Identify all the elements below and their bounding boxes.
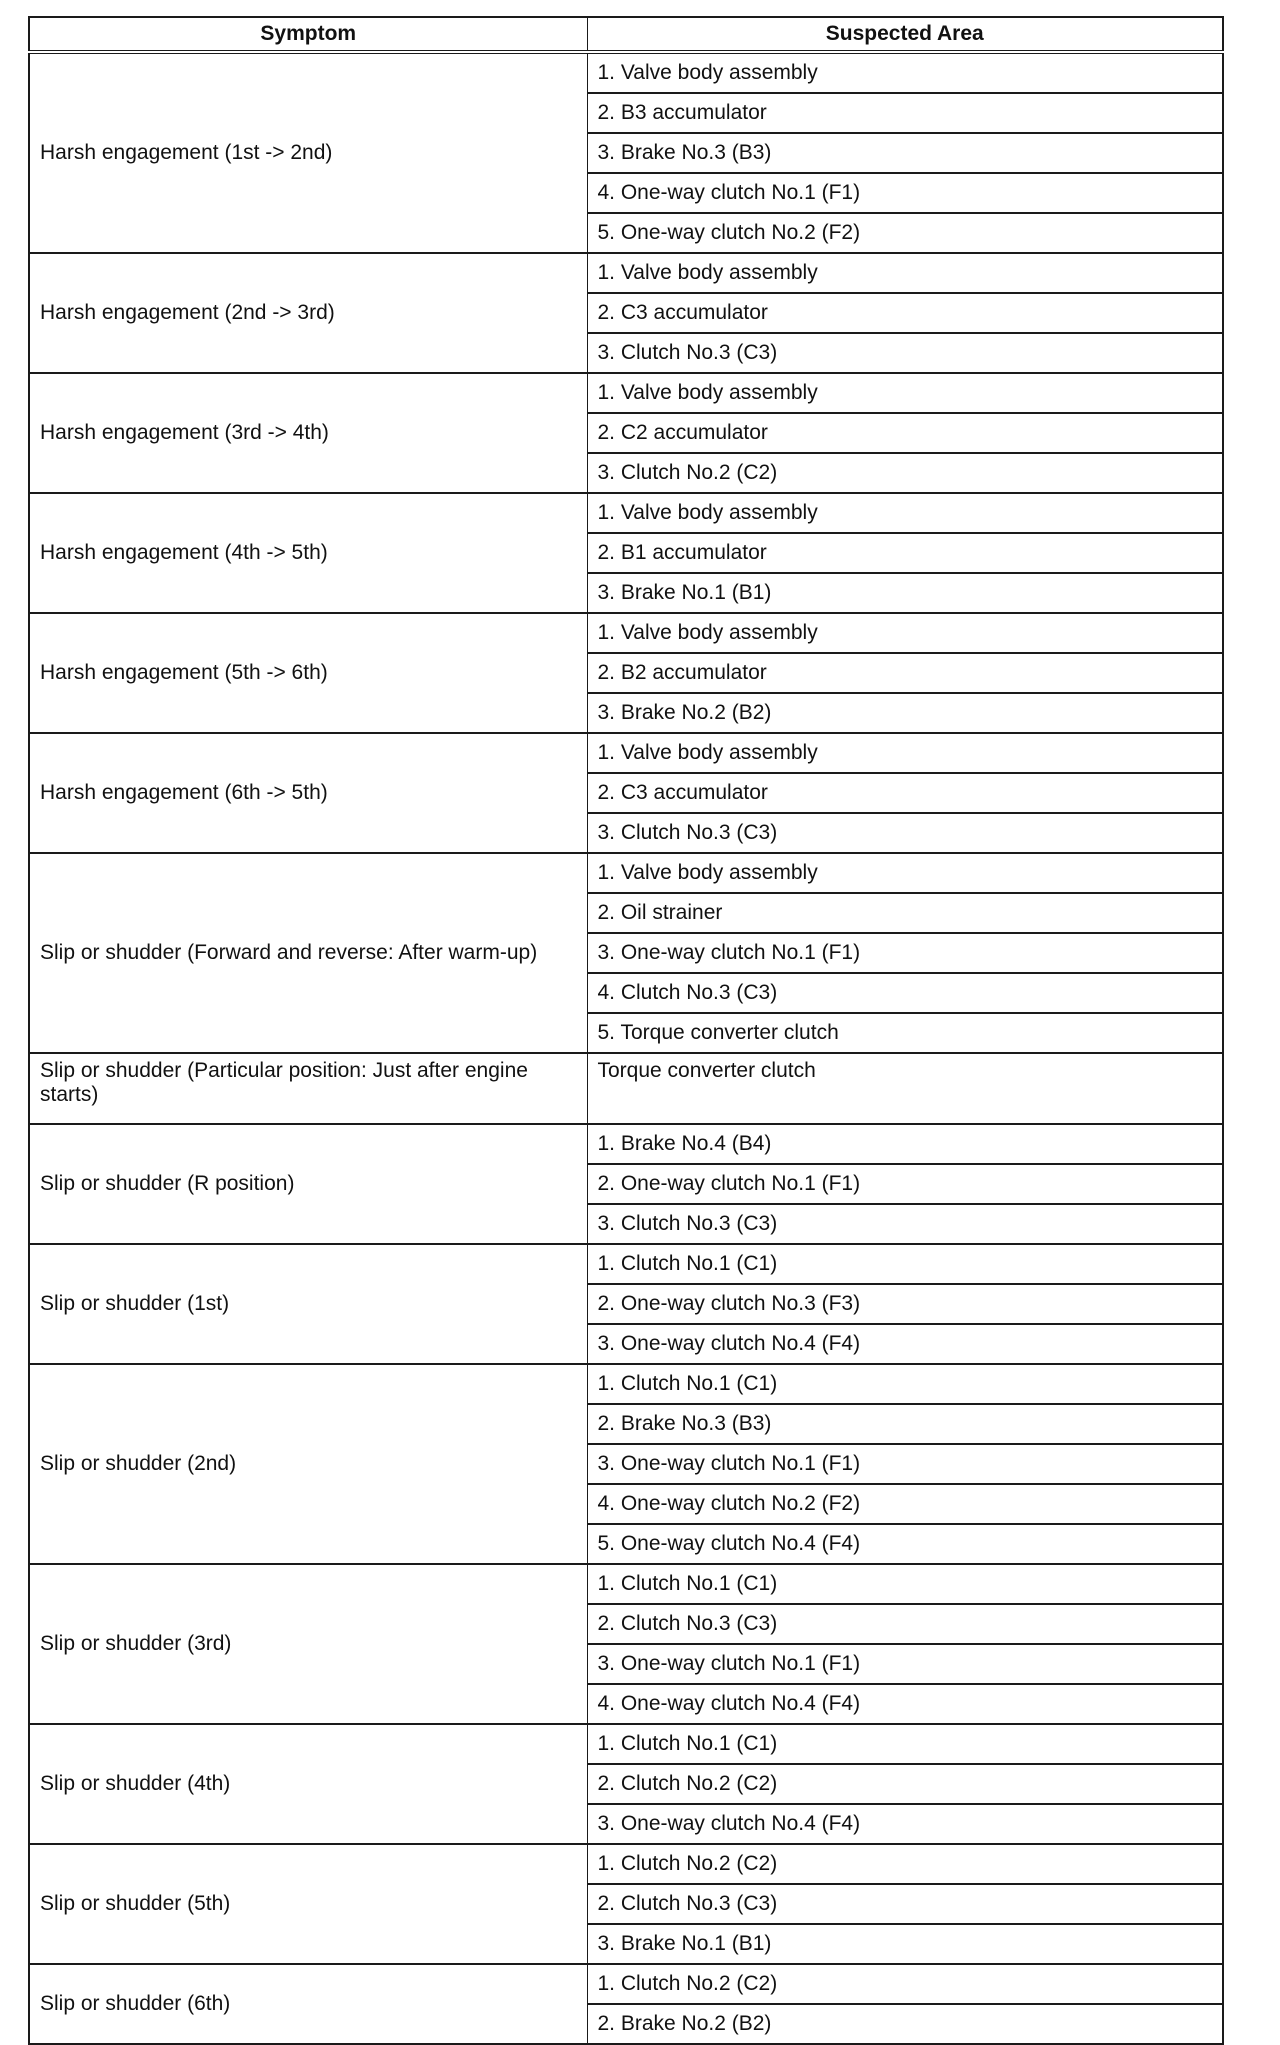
symptom-cell: Slip or shudder (Forward and reverse: After warm-up): [29, 853, 587, 1053]
table-row: [29, 1844, 1223, 1884]
symptom-cell: Harsh engagement (3rd -> 4th): [29, 373, 587, 493]
suspected-area-cell: 3. One-way clutch No.1 (F1): [587, 1644, 1223, 1684]
suspected-area-cell: 2. One-way clutch No.3 (F3): [587, 1284, 1223, 1324]
symptom-cell: Harsh engagement (1st -> 2nd): [29, 52, 587, 253]
table-row: [29, 613, 1223, 653]
suspected-area-cell: 1. Valve body assembly: [587, 373, 1223, 413]
table-body: [29, 52, 1223, 2044]
suspected-area-cell: 3. Brake No.1 (B1): [587, 1924, 1223, 1964]
symptom-cell: Harsh engagement (5th -> 6th): [29, 613, 587, 733]
suspected-area-cell: 3. Brake No.1 (B1): [587, 573, 1223, 613]
suspected-area-cell: 1. Clutch No.1 (C1): [587, 1724, 1223, 1764]
suspected-area-cell: 1. Valve body assembly: [587, 253, 1223, 293]
suspected-area-cell: 3. Brake No.2 (B2): [587, 693, 1223, 733]
table-row: [29, 1124, 1223, 1164]
suspected-area-cell: 5. One-way clutch No.2 (F2): [587, 213, 1223, 253]
suspected-area-cell: 1. Clutch No.2 (C2): [587, 1844, 1223, 1884]
table-row: [29, 253, 1223, 293]
suspected-area-cell: 3. Clutch No.3 (C3): [587, 813, 1223, 853]
suspected-area-cell: 3. One-way clutch No.1 (F1): [587, 933, 1223, 973]
symptom-cell: Harsh engagement (6th -> 5th): [29, 733, 587, 853]
symptom-cell: Slip or shudder (1st): [29, 1244, 587, 1364]
suspected-area-cell: 1. Valve body assembly: [587, 853, 1223, 893]
header-suspected-area: Suspected Area: [587, 17, 1223, 52]
table-row: [29, 493, 1223, 533]
suspected-area-cell: 1. Clutch No.1 (C1): [587, 1564, 1223, 1604]
symptom-cell: Harsh engagement (4th -> 5th): [29, 493, 587, 613]
symptom-cell: Slip or shudder (2nd): [29, 1364, 587, 1564]
suspected-area-cell: 1. Valve body assembly: [587, 52, 1223, 93]
table-row: [29, 1564, 1223, 1604]
suspected-area-cell: 4. Clutch No.3 (C3): [587, 973, 1223, 1013]
suspected-area-cell: 3. One-way clutch No.4 (F4): [587, 1804, 1223, 1844]
suspected-area-cell: 2. B1 accumulator: [587, 533, 1223, 573]
suspected-area-cell: 3. Clutch No.3 (C3): [587, 333, 1223, 373]
suspected-area-cell: 2. C3 accumulator: [587, 773, 1223, 813]
suspected-area-cell: 3. Brake No.3 (B3): [587, 133, 1223, 173]
table-row: [29, 1244, 1223, 1284]
suspected-area-cell: 1. Valve body assembly: [587, 733, 1223, 773]
suspected-area-cell: 3. Clutch No.2 (C2): [587, 453, 1223, 493]
suspected-area-cell: 2. Brake No.3 (B3): [587, 1404, 1223, 1444]
symptom-table: [28, 16, 1224, 2045]
suspected-area-cell: 2. C3 accumulator: [587, 293, 1223, 333]
suspected-area-cell: Torque converter clutch: [587, 1053, 1223, 1124]
table-row: [29, 733, 1223, 773]
symptom-cell: Slip or shudder (4th): [29, 1724, 587, 1844]
symptom-cell: Slip or shudder (5th): [29, 1844, 587, 1964]
table-row: [29, 373, 1223, 413]
suspected-area-cell: 1. Valve body assembly: [587, 613, 1223, 653]
suspected-area-cell: 2. Clutch No.3 (C3): [587, 1604, 1223, 1644]
suspected-area-cell: 2. C2 accumulator: [587, 413, 1223, 453]
suspected-area-cell: 2. B3 accumulator: [587, 93, 1223, 133]
header-row: [29, 17, 1223, 52]
table-row: [29, 853, 1223, 893]
table-row: [29, 52, 1223, 93]
table-row: [29, 1053, 1223, 1124]
table-header: [29, 17, 1223, 52]
suspected-area-cell: 2. One-way clutch No.1 (F1): [587, 1164, 1223, 1204]
table-row: [29, 1964, 1223, 2004]
symptom-cell: Slip or shudder (Particular position: Just after engine starts): [29, 1053, 587, 1124]
suspected-area-cell: 1. Clutch No.2 (C2): [587, 1964, 1223, 2004]
suspected-area-cell: 4. One-way clutch No.2 (F2): [587, 1484, 1223, 1524]
suspected-area-cell: 1. Clutch No.1 (C1): [587, 1244, 1223, 1284]
suspected-area-cell: 2. Oil strainer: [587, 893, 1223, 933]
suspected-area-cell: 3. One-way clutch No.4 (F4): [587, 1324, 1223, 1364]
table-row: [29, 1364, 1223, 1404]
symptom-cell: Slip or shudder (3rd): [29, 1564, 587, 1724]
header-symptom: Symptom: [29, 17, 587, 52]
symptom-cell: Slip or shudder (R position): [29, 1124, 587, 1244]
suspected-area-cell: 2. Brake No.2 (B2): [587, 2004, 1223, 2044]
suspected-area-cell: 5. One-way clutch No.4 (F4): [587, 1524, 1223, 1564]
suspected-area-cell: 3. Clutch No.3 (C3): [587, 1204, 1223, 1244]
suspected-area-cell: 1. Clutch No.1 (C1): [587, 1364, 1223, 1404]
suspected-area-cell: 3. One-way clutch No.1 (F1): [587, 1444, 1223, 1484]
suspected-area-cell: 2. Clutch No.3 (C3): [587, 1884, 1223, 1924]
suspected-area-cell: 2. Clutch No.2 (C2): [587, 1764, 1223, 1804]
suspected-area-cell: 1. Valve body assembly: [587, 493, 1223, 533]
suspected-area-cell: 1. Brake No.4 (B4): [587, 1124, 1223, 1164]
suspected-area-cell: 5. Torque converter clutch: [587, 1013, 1223, 1053]
suspected-area-cell: 4. One-way clutch No.1 (F1): [587, 173, 1223, 213]
suspected-area-cell: 2. B2 accumulator: [587, 653, 1223, 693]
suspected-area-cell: 4. One-way clutch No.4 (F4): [587, 1684, 1223, 1724]
table-row: [29, 1724, 1223, 1764]
symptom-cell: Slip or shudder (6th): [29, 1964, 587, 2044]
document-page: [28, 16, 1222, 2045]
symptom-cell: Harsh engagement (2nd -> 3rd): [29, 253, 587, 373]
